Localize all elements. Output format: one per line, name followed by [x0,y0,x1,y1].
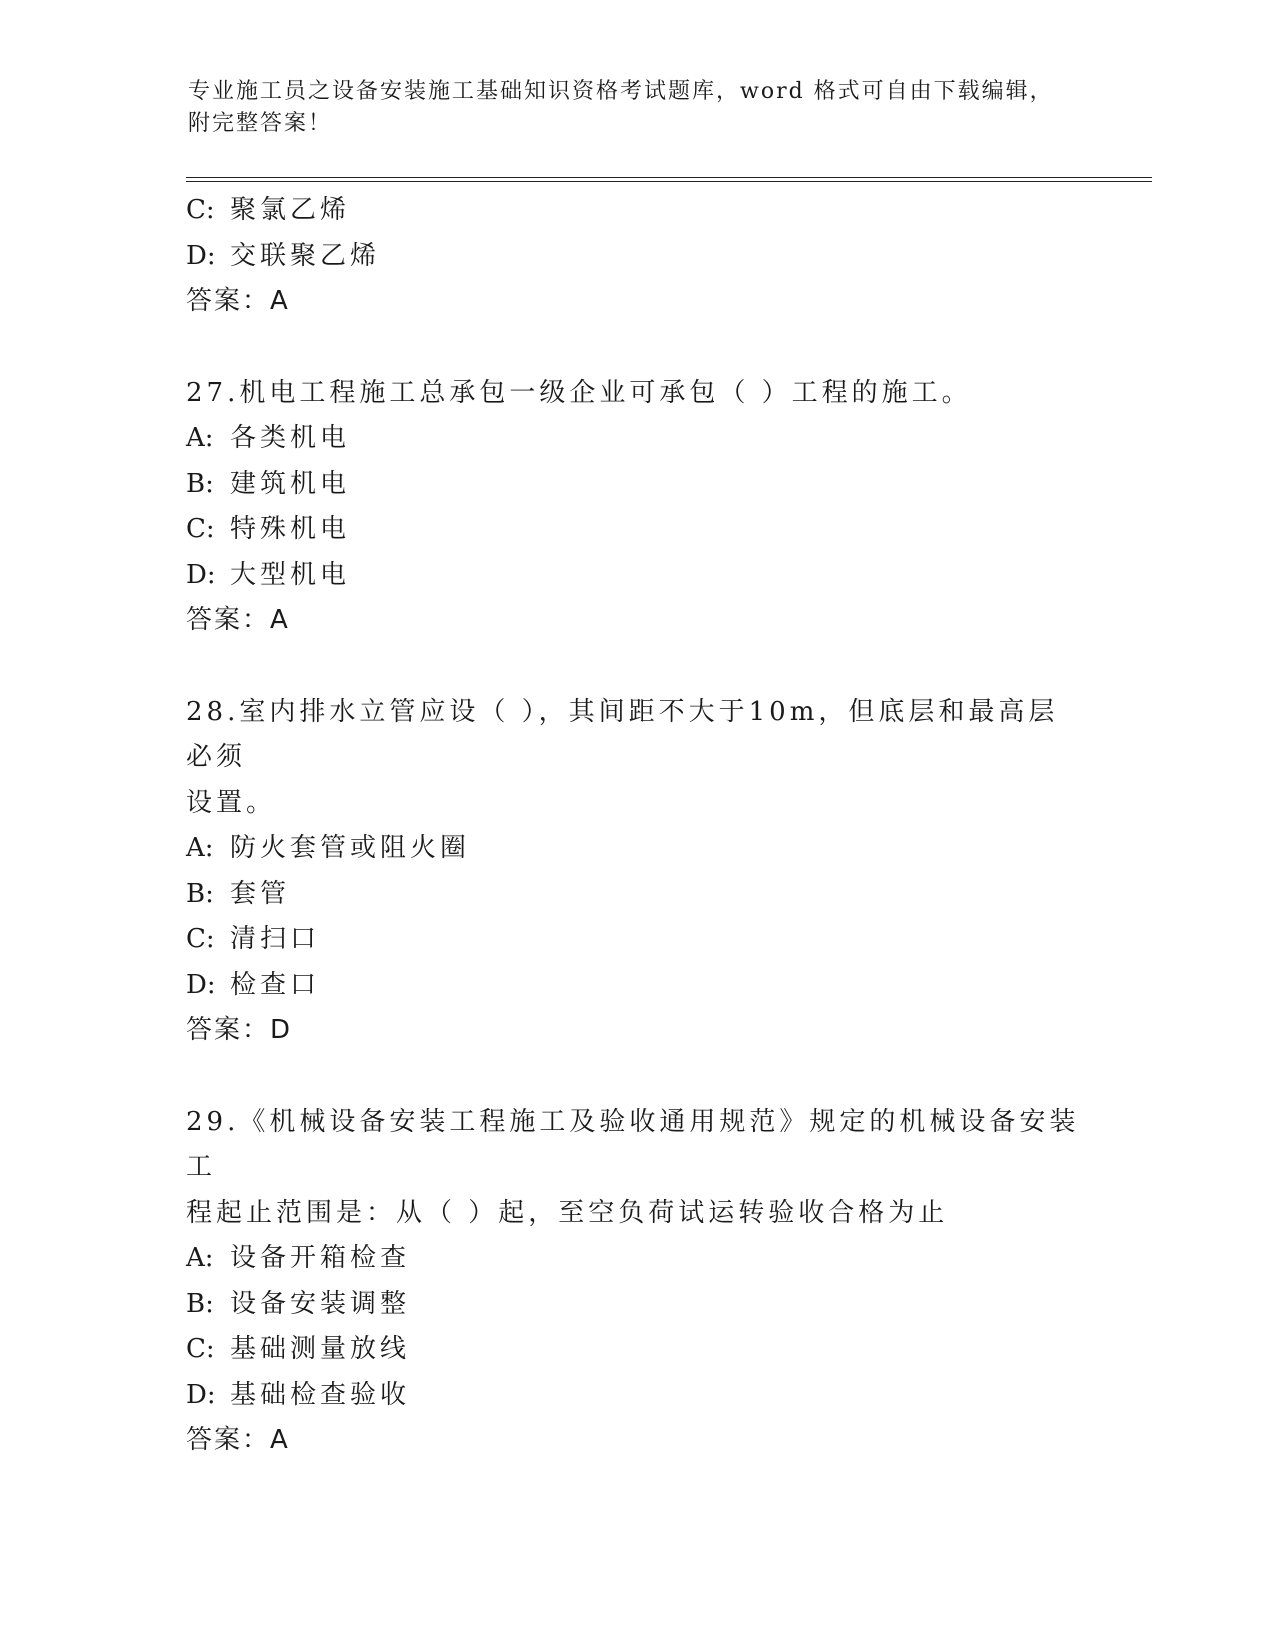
option-line [186,462,1086,508]
header-rule-top [186,177,1152,178]
option-text: 交联聚乙烯 [230,240,381,271]
answer-line: 答案：A [186,286,290,316]
option-key: C: [186,514,215,544]
question-stem: 28.室内排水立管应设（ ），其间距不大于10m，但底层和最高层必须 [186,696,1059,772]
option-key: D: [186,240,216,271]
option-key: C: [186,924,215,954]
question-content [186,188,1086,1464]
option-line [186,1282,1086,1328]
option-text: 套管 [230,878,291,909]
question-28 [186,690,1086,1054]
option-key: B: [186,468,214,499]
option-line [186,963,1086,1009]
option-text: 检查口 [230,969,321,1000]
option-line [186,1373,1086,1419]
header-line-1: 专业施工员之设备安装施工基础知识资格考试题库，word 格式可自由下载编辑， [188,79,1054,104]
option-key: A: [186,833,214,863]
option-text: 设备安装调整 [230,1288,411,1319]
question-stem-continued: 设置。 [186,787,277,818]
option-line [186,917,1086,963]
option-line [186,188,1086,234]
question-stem: 27.机电工程施工总承包一级企业可承包（ ）工程的施工。 [186,377,972,408]
option-text: 建筑机电 [230,468,351,499]
option-key: D: [186,1379,216,1410]
option-text: 设备开箱检查 [230,1243,411,1273]
page-header [188,76,1088,140]
option-line [186,507,1086,553]
option-text: 基础测量放线 [230,1334,411,1364]
header-line-2: 附完整答案！ [188,111,333,136]
option-key: C: [186,195,215,225]
answer-line: 答案：A [186,605,290,635]
option-key: B: [186,878,214,909]
option-text: 清扫口 [230,924,321,954]
spacer [186,325,1086,371]
header-rule-bottom [186,181,1152,182]
question-27 [186,371,1086,644]
option-key: D: [186,969,216,1000]
option-key: C: [186,1334,215,1364]
option-key: D: [186,559,216,590]
option-key: B: [186,1288,214,1319]
option-line [186,553,1086,599]
option-text: 特殊机电 [230,514,351,544]
option-line [186,872,1086,918]
question-fragment [186,188,1086,325]
spacer [186,644,1086,690]
option-key: A: [186,1243,214,1273]
option-text: 防火套管或阻火圈 [230,833,471,863]
question-stem-continued: 程起止范围是：从（ ）起，至空负荷试运转验收合格为止 [186,1197,949,1228]
answer-line: 答案：A [186,1425,290,1455]
option-line [186,1236,1086,1282]
option-line [186,826,1086,872]
option-text: 各类机电 [230,423,351,453]
option-key: A: [186,423,214,453]
question-stem: 29.《机械设备安装工程施工及验收通用规范》规定的机械设备安装工 [186,1106,1080,1182]
option-text: 大型机电 [230,559,351,590]
option-line [186,416,1086,462]
question-29 [186,1100,1086,1464]
option-text: 聚氯乙烯 [230,195,351,225]
spacer [186,1054,1086,1100]
answer-line: 答案：D [186,1015,293,1045]
option-text: 基础检查验收 [230,1379,411,1410]
option-line [186,1327,1086,1373]
option-line [186,234,1086,280]
